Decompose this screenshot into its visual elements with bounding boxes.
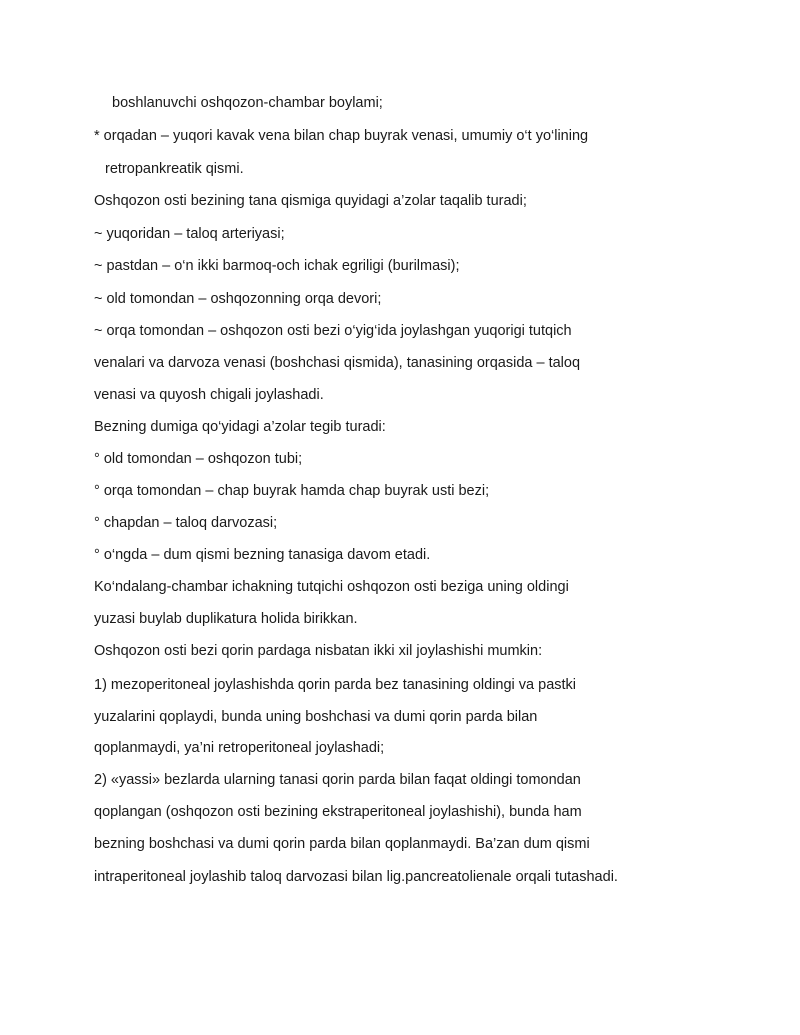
text-line: ° o‘ngda – dum qismi bezning tanasiga davom etadi. xyxy=(94,547,431,563)
text-line: 2) «yassi» bezlarda ularning tanasi qorin parda bilan faqat oldingi tomondan xyxy=(94,772,581,788)
text-line: yuzalarini qoplaydi, bunda uning boshchasi va dumi qorin parda bilan xyxy=(94,709,538,725)
text-line: ° chapdan – taloq darvozasi; xyxy=(94,515,278,531)
text-line: qoplanmaydi, ya’ni retroperitoneal joylashadi; xyxy=(94,740,385,756)
text-line: retropankreatik qismi. xyxy=(105,161,244,177)
text-line: yuzasi buylab duplikatura holida birikkan. xyxy=(94,611,358,627)
text-line: Ko‘ndalang-chambar ichakning tutqichi oshqozon osti beziga uning oldingi xyxy=(94,579,569,595)
text-line: ~ orqa tomondan – oshqozon osti bezi o‘yig‘ida joylashgan yuqorigi tutqich xyxy=(94,323,572,339)
text-line: intraperitoneal joylashib taloq darvozasi bilan lig.pancreatolienale orqali tutashadi. xyxy=(94,869,618,885)
text-line: * orqadan – yuqori kavak vena bilan chap buyrak venasi, umumiy o‘t yo‘lining xyxy=(94,128,589,144)
text-line: ~ old tomondan – oshqozonning orqa devori; xyxy=(94,291,382,307)
text-line: ° orqa tomondan – chap buyrak hamda chap buyrak usti bezi; xyxy=(94,483,490,499)
text-line: boshlanuvchi oshqozon-chambar boylami; xyxy=(112,95,383,111)
text-line: ~ yuqoridan – taloq arteriyasi; xyxy=(94,226,285,242)
text-line: venalari va darvoza venasi (boshchasi qismida), tanasining orqasida – taloq xyxy=(94,355,581,371)
text-line: Oshqozon osti bezi qorin pardaga nisbatan ikki xil joylashishi mumkin: xyxy=(94,643,543,659)
text-line: 1) mezoperitoneal joylashishda qorin parda bez tanasining oldingi va pastki xyxy=(94,677,577,693)
text-line: bezning boshchasi va dumi qorin parda bilan qoplanmaydi. Ba’zan dum qismi xyxy=(94,836,590,852)
text-line: qoplangan (oshqozon osti bezining ekstraperitoneal joylashishi), bunda ham xyxy=(94,804,582,820)
text-line: Bezning dumiga qo‘yidagi a’zolar tegib turadi: xyxy=(94,419,386,435)
text-line: venasi va quyosh chigali joylashadi. xyxy=(94,387,324,403)
text-line: ~ pastdan – o‘n ikki barmoq-och ichak egriligi (burilmasi); xyxy=(94,258,460,274)
text-line: ° old tomondan – oshqozon tubi; xyxy=(94,451,303,467)
text-line: Oshqozon osti bezining tana qismiga quyidagi a’zolar taqalib turadi; xyxy=(94,193,527,209)
